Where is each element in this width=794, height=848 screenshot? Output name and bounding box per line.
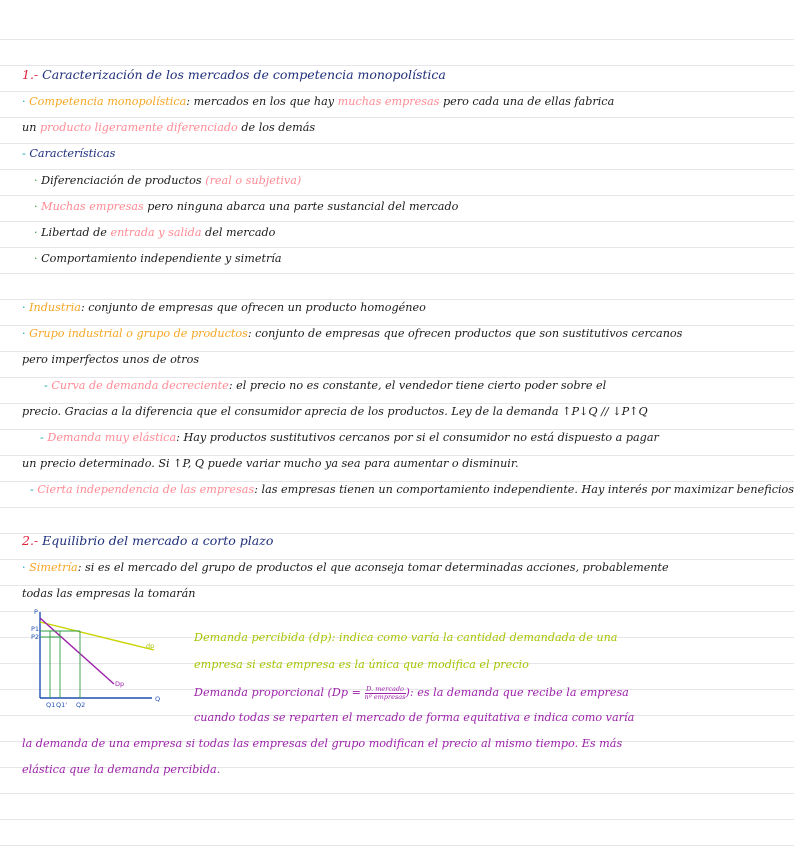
demanda-proporcional-line-1 — [194, 684, 648, 702]
text: Comportamiento independiente y simetría — [41, 252, 282, 265]
section-1-number: 1.- — [22, 67, 39, 82]
q1-label: Q1 — [46, 701, 56, 709]
text: Libertad de — [41, 226, 111, 239]
demanda-percibida-line-1: Demanda percibida (dp): indica como varía la cantidad demandada de una — [194, 631, 618, 644]
text: un precio determinado. Si ↑P, Q puede variar mucho ya sea para aumentar o disminuir. — [22, 457, 519, 470]
characteristic-2: · Muchas empresas pero ninguna abarca una parte sustancial del mercado — [34, 200, 459, 213]
grupo-line-1: · Grupo industrial o grupo de productos: conjunto de empresas que ofrecen productos que son sustitutivos cercanos — [22, 327, 683, 340]
demanda-elastica-line-2 — [22, 456, 648, 472]
highlight: entrada y salida — [110, 226, 202, 239]
text: Diferenciación de productos — [41, 174, 206, 187]
q2-label: Q2 — [76, 701, 86, 709]
p-axis-label: P — [34, 608, 38, 616]
dp-curve — [40, 622, 154, 650]
text: : conjunto de empresas que ofrecen productos que son sustitutivos cercanos — [247, 327, 683, 340]
definition-line-1: · Competencia monopolística: mercados en los que hay muchas empresas pero cada una de ellas fabrica — [22, 95, 615, 108]
characteristics-title: Características — [29, 147, 116, 160]
fraction — [365, 686, 406, 701]
demanda-proporcional-line-2: cuando todas se reparten el mercado de forma equitativa e indica como varía — [194, 711, 635, 724]
Dp-label: Dp — [115, 680, 125, 688]
term-simetria: Simetría — [29, 561, 78, 574]
dp-label: dp — [146, 642, 155, 650]
text: del mercado — [201, 226, 276, 239]
q1p-label: Q1' — [56, 701, 68, 709]
highlight: (real o subjetiva) — [205, 174, 302, 187]
text: : el precio no es constante, el vendedor tiene cierto poder sobre el — [228, 379, 607, 392]
term-grupo: Grupo industrial o grupo de productos — [29, 327, 248, 340]
text: : conjunto de empresas que ofrecen un producto homogéneo — [80, 301, 426, 314]
grupo-line-2 — [22, 352, 648, 368]
section-2-title: Equilibrio del mercado a corto plazo — [42, 533, 274, 548]
industria-line: · Industria: conjunto de empresas que ofrecen un producto homogéneo — [22, 301, 426, 314]
demanda-proporcional-line-3: la demanda de una empresa si todas las empresas del grupo modifican el precio al mismo tiempo. Es más — [22, 737, 623, 750]
text: Demanda proporcional (Dp = — [194, 686, 365, 699]
section-2-number: 2.- — [22, 533, 39, 548]
characteristic-1: · Diferenciación de productos (real o subjetiva) — [34, 174, 302, 187]
curva-line-1: - Curva de demanda decreciente: el precio no es constante, el vendedor tiene cierto poder sobre el — [44, 379, 607, 392]
simetria-line-2 — [22, 586, 648, 602]
fraction-numerator: D. mercado — [366, 684, 404, 693]
curva-line-2 — [22, 404, 648, 420]
text: : Hay productos sustitutivos cercanos por si el consumidor no está dispuesto a pagar — [176, 431, 659, 444]
q-axis-label: Q — [155, 695, 161, 703]
text: todas las empresas la tomarán — [22, 587, 196, 600]
term-independencia: Cierta independencia de las empresas — [37, 483, 255, 496]
text: pero cada una de ellas fabrica — [439, 95, 615, 108]
term-demanda-elastica: Demanda muy elástica — [47, 431, 177, 444]
p2-label: P2 — [31, 633, 40, 641]
definition-line-2 — [22, 120, 648, 136]
text: pero ninguna abarca una parte sustancial del mercado — [143, 200, 459, 213]
characteristic-4: · Comportamiento independiente y simetría — [34, 252, 282, 265]
demanda-percibida-line-2: empresa si esta empresa es la única que modifica el precio — [194, 658, 529, 671]
simetria-line-1: · Simetría: si es el mercado del grupo de productos el que aconseja tomar determinadas acciones, probablemente — [22, 561, 669, 574]
text: de los demás — [237, 121, 316, 134]
text: ): es la demanda que recibe la empresa — [405, 686, 629, 699]
section-1-title: Caracterización de los mercados de competencia monopolística — [42, 67, 446, 82]
p1-label: P1 — [31, 625, 40, 633]
text: : mercados en los que hay — [186, 95, 338, 108]
highlight: muchas empresas — [337, 95, 440, 108]
section-1-heading — [22, 67, 648, 83]
fraction-denominator: nº empresas — [364, 692, 406, 701]
text: : si es el mercado del grupo de productos el que aconseja tomar determinadas acciones, probablemente — [77, 561, 669, 574]
section-2-heading — [22, 533, 648, 549]
Dp-curve — [40, 618, 114, 684]
highlight: Muchas empresas — [41, 200, 144, 213]
text: : las empresas tienen un comportamiento independiente. Hay interés por maximizar beneficios — [254, 483, 794, 496]
characteristics-heading: - Características — [22, 147, 116, 160]
demanda-elastica-line-1: - Demanda muy elástica: Hay productos sustitutivos cercanos por si el consumidor no está dispuesto a pagar — [40, 431, 659, 444]
characteristic-3: · Libertad de entrada y salida del mercado — [34, 226, 276, 239]
term-competencia: Competencia monopolística — [29, 95, 187, 108]
independencia-line: - Cierta independencia de las empresas: las empresas tienen un comportamiento independiente. Hay interés por maximizar beneficios — [30, 483, 794, 496]
highlight: producto ligeramente diferenciado — [39, 121, 238, 134]
text: precio. Gracias a la diferencia que el consumidor aprecia de los productos. Ley de la demanda ↑P↓Q // ↓P↑Q — [22, 405, 648, 418]
text: pero imperfectos unos de otros — [22, 353, 200, 366]
demanda-proporcional-line-4: elástica que la demanda percibida. — [22, 763, 221, 776]
term-industria: Industria — [29, 301, 81, 314]
demand-graph — [18, 604, 168, 714]
text: un — [22, 121, 40, 134]
term-curva: Curva de demanda decreciente — [51, 379, 229, 392]
